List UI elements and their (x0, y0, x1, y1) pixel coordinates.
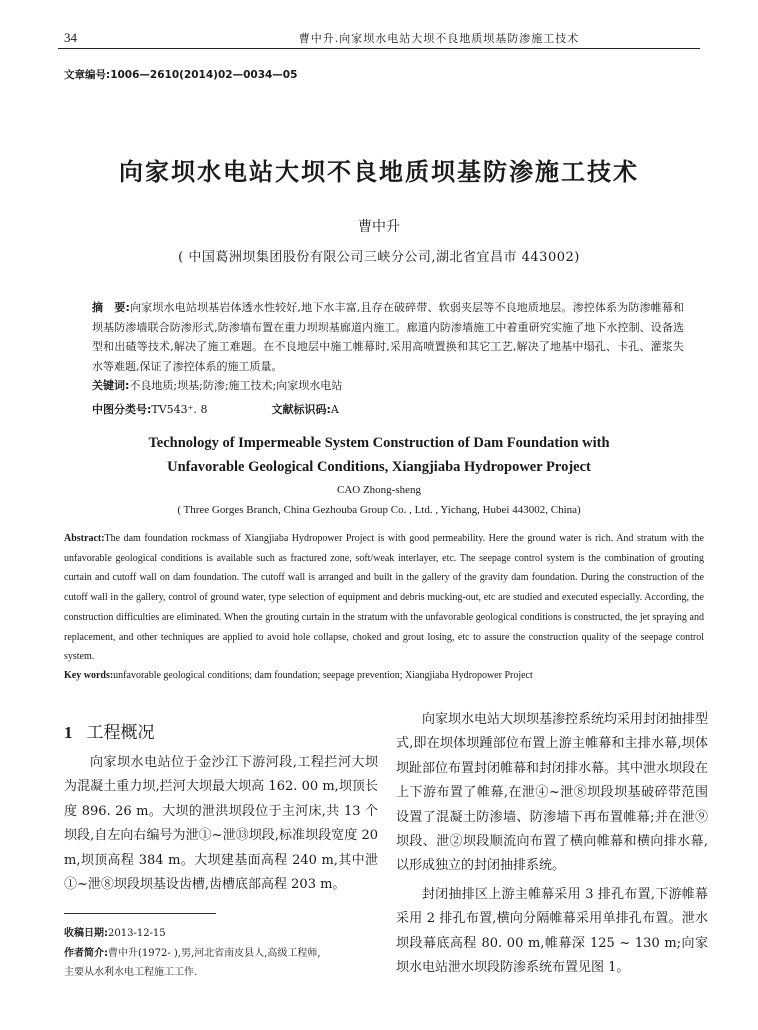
chinese-abstract (92, 298, 684, 376)
section-number: 1 (64, 723, 73, 742)
english-abstract-label: Abstract: (64, 533, 105, 544)
running-head: 曹中升.向家坝水电站大坝不良地质坝基防渗施工技术 (298, 32, 580, 45)
english-abstract-text: The dam foundation rockmass of Xiangjiaba Hydropower Project is with good permeability. Here the ground water is rich. And stratum with the unfavorable geological conditions is available such as fractured zone, soft/weak interlayer, etc. The seepage control system is the combination of grouting curtain and cutoff wall on dam foundation. The cutoff wall is arranged and built in the gallery of the gravity dam foundation. During the construction of the cutoff wall in the gallery, control of ground water, type selection of equipment and debris mucking-out, etc are studied and executed especially. According, the construction difficulties are eliminated. When the grouting curtain in the stratum with the unfavorable geological conditions is constructed, the jet spraying and replacement, and other techniques are applied to avoid hole collapse, choked and grout losing, etc to assure the construction quality of the seepage control system. (64, 533, 704, 663)
footnote-rule (64, 913, 216, 914)
section-heading (64, 718, 155, 743)
author-bio-label: 作者简介: (64, 948, 108, 959)
english-keywords (64, 670, 704, 681)
english-affiliation: ( Three Gorges Branch, China Gezhouba Group Co. , Ltd. , Yichang, Hubei 443002, China) (177, 504, 581, 516)
received-date: 2013-12-15 (108, 928, 166, 939)
doc-code-value: A (330, 403, 339, 416)
footnote-author-bio (64, 944, 384, 963)
received-label: 收稿日期: (64, 928, 108, 939)
section-title: 工程概况 (86, 723, 155, 743)
english-abstract (64, 529, 704, 667)
left-column (64, 751, 378, 897)
chinese-abstract-label: 摘 要: (92, 301, 130, 314)
class-value: TV543⁺. 8 (151, 403, 208, 416)
chinese-abstract-text: 向家坝水电站坝基岩体透水性较好,地下水丰富,且存在破碎带、软弱夹层等不良地质地层。渗控体系为防渗帷幕和坝基防渗墙联合防渗形式,防渗墙布置在重力坝坝基廊道内施工。廊道内防渗墙施工中着重研究实施了地下水控制、设备选型和出碴等技术,解决了施工难题。在不良地层中施工帷幕时,采用高喷置换和其它工艺,解决了地基中塌孔、卡孔、灌浆失水等难题,保证了渗控体系的施工质量。 (92, 301, 684, 373)
author-bio-line-1: 曹中升(1972- ),男,河北省南皮县人,高级工程师, (108, 948, 321, 959)
english-author: CAO Zhong-sheng (336, 484, 422, 496)
body-paragraph-1: 向家坝水电站位于金沙江下游河段,工程拦河大坝为混凝土重力坝,拦河大坝最大坝高 162. 00 m,坝顶长度 896. 26 m。大坝的泄洪坝段位于主河床,共 13 个坝段,自左向右编号为泄①~泄⑬坝段,标准坝段宽度 20 m,坝顶高程 384 m。大坝建基面高程 240 m,其中泄①~泄⑧坝段坝基设齿槽,齿槽底部高程 203 m。 (64, 755, 378, 893)
footnote-received (64, 924, 384, 943)
classification-line (92, 401, 684, 417)
english-title-line-2: Unfavorable Geological Conditions, Xiangjiaba Hydropower Project (167, 459, 591, 475)
english-keywords-text: unfavorable geological conditions; dam foundation; seepage prevention; Xiangjiaba Hydropower Project (113, 670, 533, 681)
class-label: 中图分类号: (92, 403, 152, 416)
body-paragraph-3: 封闭抽排区上游主帷幕采用 3 排孔布置,下游帷幕采用 2 排孔布置,横向分隔帷幕采用单排孔布置。泄水坝段幕底高程 80. 00 m,帷幕深 125 ~ 130 m;向家坝水电站泄水坝段防渗系统布置见图 1。 (396, 886, 708, 976)
page-number: 34 (64, 30, 77, 45)
chinese-keywords-label: 关键词: (92, 379, 130, 392)
chinese-title: 向家坝水电站大坝不良地质坝基防渗施工技术 (119, 158, 639, 186)
article-number: 文章编号:1006—2610(2014)02—0034—05 (64, 69, 298, 81)
english-keywords-label: Key words: (64, 670, 114, 681)
right-column (396, 708, 708, 980)
body-paragraph-2: 向家坝水电站大坝坝基渗控系统均采用封闭抽排型式,即在坝体坝踵部位布置上游主帷幕和主排水幕,坝体坝趾部位布置封闭帷幕和封闭排水幕。其中泄水坝段在上下游布置了帷幕,在泄④~泄⑧坝段坝基破碎带范围设置了混凝土防渗墙、防渗墙下再布置帷幕;并在泄⑨坝段、泄②坝段顺流向布置了横向帷幕和横向排水幕,以形成独立的封闭抽排系统。 (396, 712, 709, 874)
chinese-keywords-text: 不良地质;坝基;防渗;施工技术;向家坝水电站 (129, 379, 343, 392)
english-title-line-1: Technology of Impermeable System Construction of Dam Foundation with (148, 435, 610, 451)
chinese-author: 曹中升 (358, 219, 400, 235)
doc-code-label: 文献标识码: (271, 403, 331, 416)
chinese-keywords (92, 377, 684, 393)
header-rule (58, 48, 700, 49)
footnote-author-bio-cont: 主要从水利水电工程施工工作. (64, 967, 198, 978)
chinese-affiliation: ( 中国葛洲坝集团股份有限公司三峡分公司,湖北省宜昌市 443002) (178, 250, 580, 265)
english-title (80, 431, 678, 479)
